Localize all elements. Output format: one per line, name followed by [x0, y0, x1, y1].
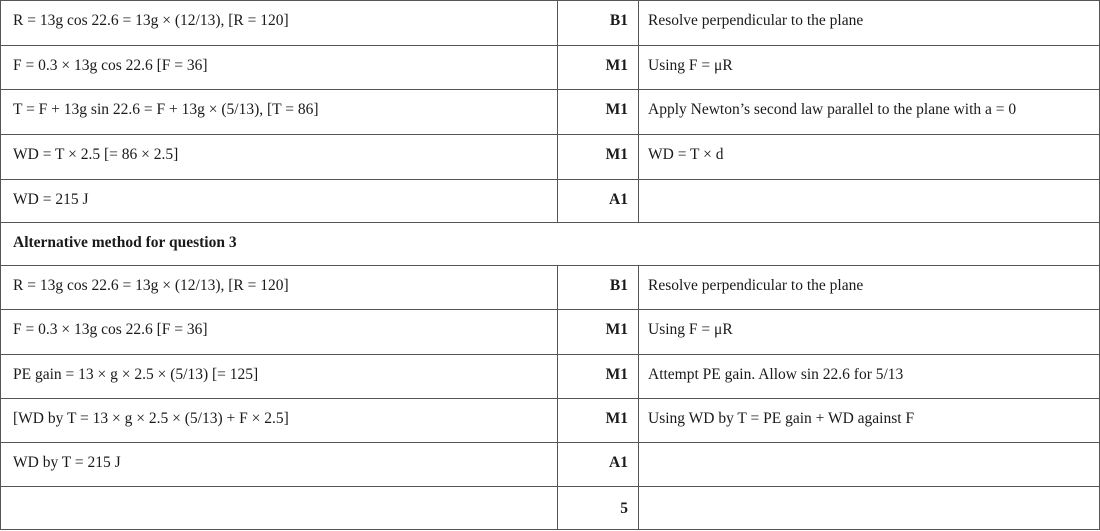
- guidance-cell: [639, 180, 1100, 222]
- table-row: [0, 89, 1100, 134]
- mark-cell: A1: [557, 180, 639, 222]
- table-row: [0, 179, 1100, 222]
- mark-cell: M1: [557, 310, 639, 354]
- guidance-cell: Using WD by T = PE gain + WD against F: [639, 399, 1100, 442]
- guidance-cell: Resolve perpendicular to the plane: [639, 1, 1100, 45]
- total-row: [0, 486, 1100, 530]
- mark-cell: M1: [557, 135, 639, 179]
- mark-cell: A1: [557, 443, 639, 486]
- table-row: [0, 442, 1100, 486]
- table-row: [0, 0, 1100, 45]
- mark-cell: M1: [557, 355, 639, 398]
- section-heading: Alternative method for question 3: [0, 223, 1100, 265]
- total-mark-cell: 5: [557, 487, 639, 529]
- guidance-cell: [639, 443, 1100, 486]
- working-cell: [WD by T = 13 × g × 2.5 × (5/13) + F × 2.5]: [0, 399, 557, 442]
- mark-cell: B1: [557, 266, 639, 309]
- working-cell: WD = T × 2.5 [= 86 × 2.5]: [0, 135, 557, 179]
- working-cell: T = F + 13g sin 22.6 = F + 13g × (5/13), [T = 86]: [0, 90, 557, 134]
- mark-cell: M1: [557, 399, 639, 442]
- working-cell: R = 13g cos 22.6 = 13g × (12/13), [R = 120]: [0, 1, 557, 45]
- guidance-cell: Using F = μR: [639, 310, 1100, 354]
- guidance-cell: Apply Newton’s second law parallel to the plane with a = 0: [639, 90, 1100, 134]
- working-cell: F = 0.3 × 13g cos 22.6 [F = 36]: [0, 46, 557, 89]
- table-row: [0, 398, 1100, 442]
- working-cell: WD by T = 215 J: [0, 443, 557, 486]
- mark-cell: M1: [557, 90, 639, 134]
- table-row: [0, 134, 1100, 179]
- mark-cell: M1: [557, 46, 639, 89]
- guidance-cell: Resolve perpendicular to the plane: [639, 266, 1100, 309]
- working-cell: [0, 487, 557, 529]
- working-cell: F = 0.3 × 13g cos 22.6 [F = 36]: [0, 310, 557, 354]
- guidance-cell: WD = T × d: [639, 135, 1100, 179]
- guidance-cell: Attempt PE gain. Allow sin 22.6 for 5/13: [639, 355, 1100, 398]
- table-row: [0, 309, 1100, 354]
- working-cell: WD = 215 J: [0, 180, 557, 222]
- working-cell: PE gain = 13 × g × 2.5 × (5/13) [= 125]: [0, 355, 557, 398]
- section-heading-row: [0, 222, 1100, 265]
- table-row: [0, 265, 1100, 309]
- table-row: [0, 45, 1100, 89]
- table-row: [0, 354, 1100, 398]
- working-cell: R = 13g cos 22.6 = 13g × (12/13), [R = 120]: [0, 266, 557, 309]
- guidance-cell: [639, 487, 1100, 529]
- mark-cell: B1: [557, 1, 639, 45]
- guidance-cell: Using F = μR: [639, 46, 1100, 89]
